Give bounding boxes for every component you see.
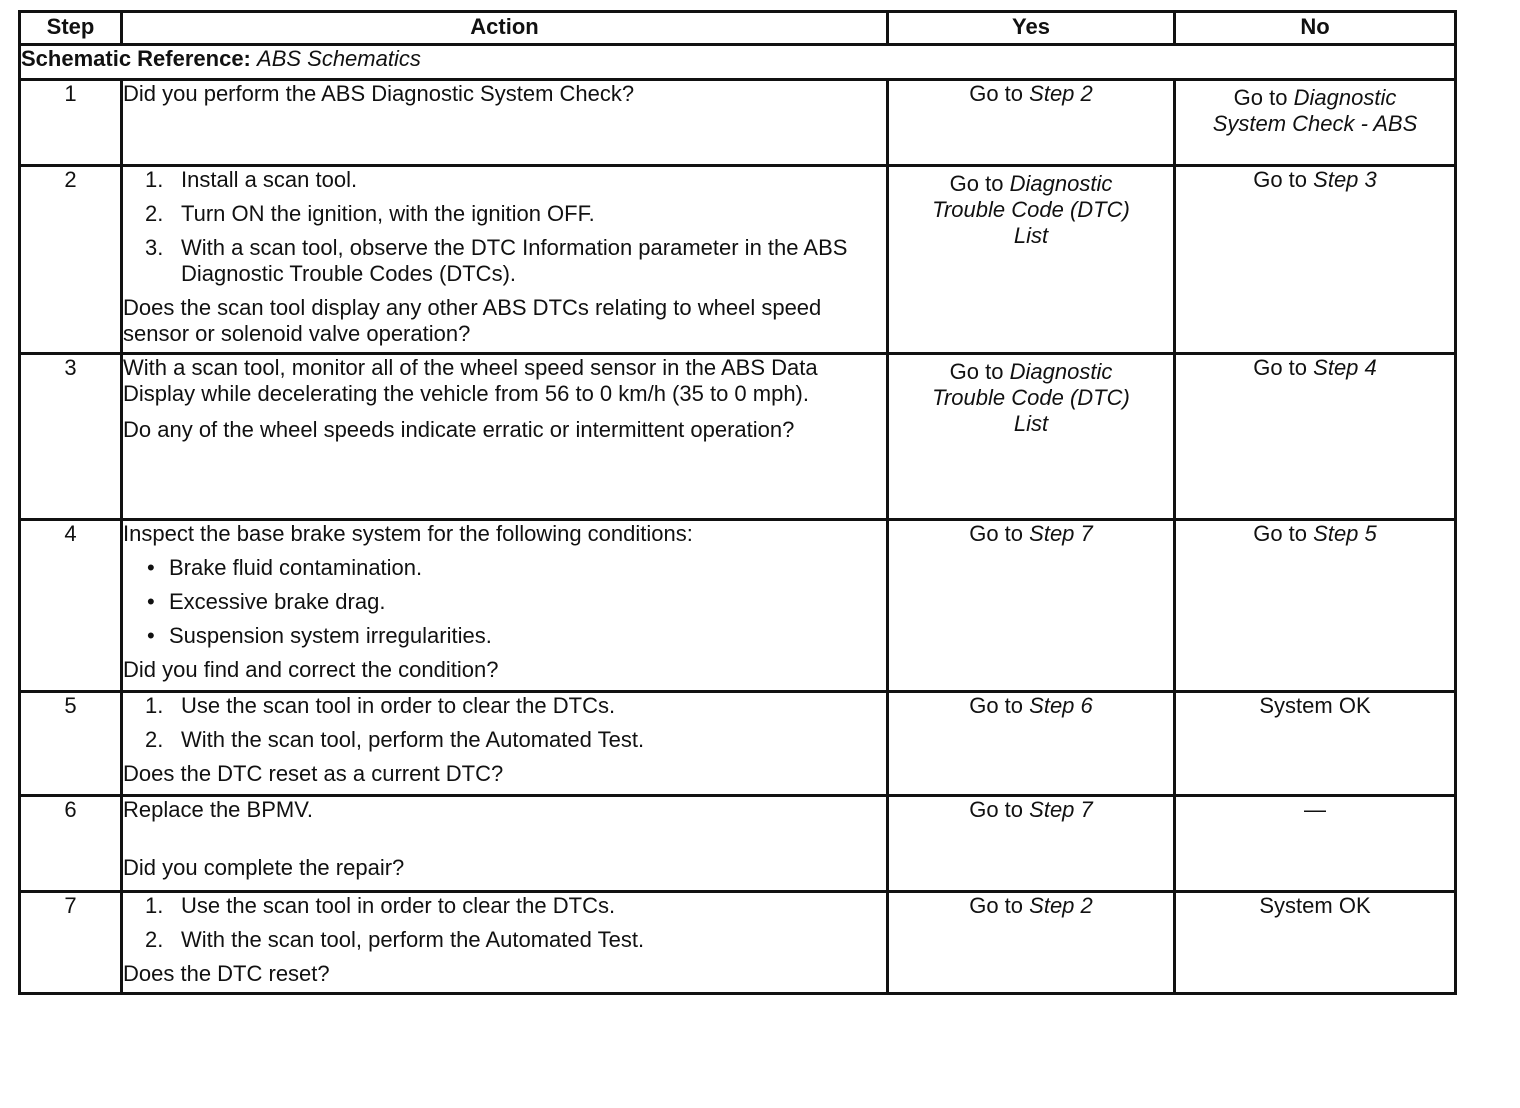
numbered-list	[123, 167, 886, 287]
no-prefix: Go to	[1253, 355, 1308, 380]
action-text: Replace the BPMV.	[123, 797, 313, 822]
yes-ref[interactable]: Step 2	[1029, 81, 1093, 106]
action-cell	[122, 80, 888, 166]
action-question: Does the DTC reset as a current DTC?	[123, 761, 504, 786]
action-text: With a scan tool, monitor all of the wheel speed sensor in the ABS Data Display while decelerating the vehicle from 56 to 0 km/h (35 to 0 mph).	[123, 355, 818, 406]
list-item: • Brake fluid contamination.	[147, 555, 886, 581]
list-item: 2. With the scan tool, perform the Automated Test.	[145, 927, 645, 952]
yes-cell[interactable]	[888, 80, 1175, 166]
diagnostic-table	[18, 10, 1457, 995]
no-ref[interactable]: Step 5	[1313, 521, 1377, 546]
step-row-4	[20, 520, 1456, 692]
schematic-link[interactable]: ABS Schematics	[257, 46, 421, 71]
yes-ref[interactable]: Diagnostic Trouble Code (DTC) List	[932, 171, 1130, 248]
yes-prefix: Go to	[969, 693, 1024, 718]
yes-ref[interactable]: Diagnostic Trouble Code (DTC) List	[932, 359, 1130, 436]
no-ref[interactable]: Diagnostic System Check - ABS	[1212, 85, 1418, 136]
action-question: Did you find and correct the condition?	[123, 657, 499, 682]
no-cell[interactable]	[1175, 166, 1456, 354]
action-text: Inspect the base brake system for the following conditions:	[123, 521, 693, 546]
no-cell[interactable]	[1175, 354, 1456, 520]
yes-cell[interactable]	[888, 166, 1175, 354]
yes-prefix: Go to	[969, 81, 1024, 106]
header-no: No	[1175, 12, 1456, 45]
action-cell	[122, 520, 888, 692]
step-number: 4	[20, 520, 122, 692]
list-item: 2. Turn ON the ignition, with the ignition OFF.	[145, 201, 595, 226]
action-question: Did you perform the ABS Diagnostic System Check?	[123, 81, 635, 106]
no-ref[interactable]: Step 4	[1313, 355, 1377, 380]
yes-prefix: Go to	[969, 893, 1024, 918]
no-result: System OK	[1259, 893, 1371, 918]
numbered-list	[123, 693, 886, 753]
no-prefix: Go to	[1253, 521, 1308, 546]
step-row-6	[20, 796, 1456, 892]
step-row-7	[20, 892, 1456, 994]
step-number: 1	[20, 80, 122, 166]
yes-prefix: Go to	[949, 171, 1004, 196]
list-item: 1. Use the scan tool in order to clear the DTCs.	[145, 693, 616, 718]
step-number: 2	[20, 166, 122, 354]
list-item: 1. Use the scan tool in order to clear the DTCs.	[145, 893, 616, 918]
bullet-list	[123, 555, 886, 649]
step-row-3	[20, 354, 1456, 520]
yes-prefix: Go to	[969, 521, 1024, 546]
no-cell	[1175, 692, 1456, 796]
no-prefix: Go to	[1253, 167, 1308, 192]
step-row-1	[20, 80, 1456, 166]
action-question: Do any of the wheel speeds indicate erratic or intermittent operation?	[123, 417, 795, 442]
step-row-5	[20, 692, 1456, 796]
list-item: 3. With a scan tool, observe the DTC Information parameter in the ABS Diagnostic Trouble Codes (DTCs).	[145, 235, 848, 286]
list-item: 2. With the scan tool, perform the Automated Test.	[145, 727, 645, 752]
step-number: 5	[20, 692, 122, 796]
yes-cell[interactable]	[888, 892, 1175, 994]
no-cell	[1175, 892, 1456, 994]
yes-ref[interactable]: Step 6	[1029, 693, 1093, 718]
schematic-row	[20, 45, 1456, 80]
action-question: Does the scan tool display any other ABS DTCs relating to wheel speed sensor or solenoid valve operation?	[123, 295, 822, 346]
no-result: System OK	[1259, 693, 1371, 718]
action-cell	[122, 796, 888, 892]
action-cell	[122, 892, 888, 994]
action-cell	[122, 354, 888, 520]
yes-ref[interactable]: Step 7	[1029, 797, 1093, 822]
no-result: —	[1304, 797, 1326, 822]
yes-cell[interactable]	[888, 354, 1175, 520]
list-item: • Excessive brake drag.	[147, 589, 886, 615]
no-ref[interactable]: Step 3	[1313, 167, 1377, 192]
header-action: Action	[122, 12, 888, 45]
step-number: 3	[20, 354, 122, 520]
step-number: 7	[20, 892, 122, 994]
header-yes: Yes	[888, 12, 1175, 45]
action-question: Did you complete the repair?	[123, 855, 405, 880]
no-cell[interactable]	[1175, 520, 1456, 692]
yes-cell[interactable]	[888, 796, 1175, 892]
action-cell	[122, 166, 888, 354]
yes-cell[interactable]	[888, 520, 1175, 692]
action-cell	[122, 692, 888, 796]
yes-prefix: Go to	[949, 359, 1004, 384]
numbered-list	[123, 893, 886, 953]
yes-ref[interactable]: Step 7	[1029, 521, 1093, 546]
action-question: Does the DTC reset?	[123, 961, 330, 986]
list-item: 1. Install a scan tool.	[145, 167, 358, 192]
no-cell	[1175, 796, 1456, 892]
no-prefix: Go to	[1233, 85, 1288, 110]
no-cell[interactable]	[1175, 80, 1456, 166]
step-row-2	[20, 166, 1456, 354]
header-step: Step	[20, 12, 122, 45]
list-item: • Suspension system irregularities.	[147, 623, 886, 649]
yes-ref[interactable]: Step 2	[1029, 893, 1093, 918]
step-number: 6	[20, 796, 122, 892]
header-row	[20, 12, 1456, 45]
yes-prefix: Go to	[969, 797, 1024, 822]
schematic-label: Schematic Reference:	[21, 46, 251, 71]
schematic-reference	[20, 45, 1456, 80]
yes-cell[interactable]	[888, 692, 1175, 796]
